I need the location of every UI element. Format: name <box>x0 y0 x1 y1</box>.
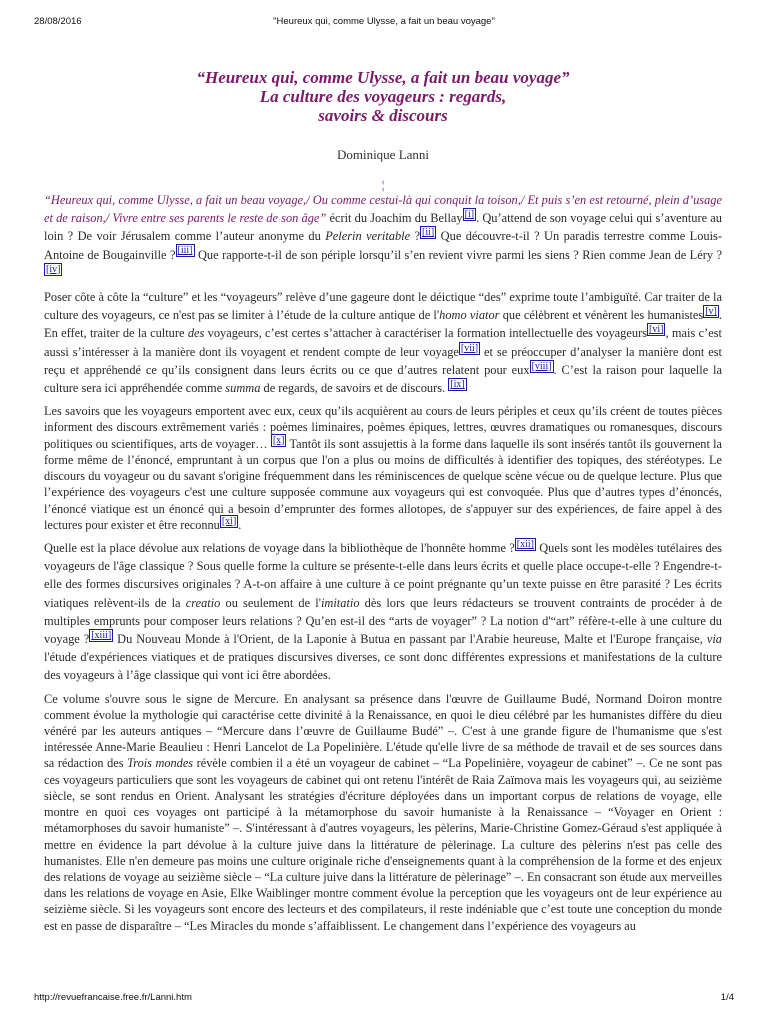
footnote-link[interactable]: [viii] <box>531 360 552 372</box>
italic-text: Pelerin veritable <box>325 229 411 244</box>
paragraph-text: Quels sont les modèles tutélaires des voyageurs de l'âge classique ? Sous quelle forme la culture se présente-t-elle dans leurs écrits et quelle place occupe-t-elle ? Engendre-t-elle des formes discursives originales ? A-t-on affaire à une culture à ce point prégnante qu’un texte puisse en être parasité ? Les écrits viatiques relèvent-ils de la <box>44 541 722 610</box>
title-line-1: “Heureux qui, comme Ulysse, a fait un beau voyage” <box>196 68 570 87</box>
section-marker: ¦ <box>381 177 385 192</box>
print-document-title: "Heureux qui, comme Ulysse, a fait un beau voyage" <box>273 16 495 27</box>
italic-text: imitatio <box>320 595 360 610</box>
paragraph-text: Ce volume s'ouvre sous le signe de Mercure. En analysant sa présence dans l'œuvre de Guillaume Budé, Normand Doiron montre comment évolue la mythologie qui caractérise cette divinité à la Renaissance, en quoi le dieu célébré par les humanistes diffère du dieu vénéré par les auteurs antiques – “Mercure dans l’œuvre de Guillaume Budé” –. C'est à une grande figure de l'humanisme que s'est intéressée Anne-Marie Beaulieu : Henri Lancelot de La Popelinière. L'étude qu'elle livre de sa méthode de travail et de ses sources dans sa rédaction des <box>44 691 722 771</box>
paragraph-text: Que découvre-t-il ? Un paradis terrestre comme Louis-Antoine de Bougainville ? <box>44 229 722 262</box>
italic-text: via <box>706 632 722 647</box>
paragraph-text: et se préoccuper d’analyser la manière dont est reçu et appréhendé ce qu’ils consignent dans leurs écrits ou ce que d’autres relatent pour eux <box>44 344 722 377</box>
print-header <box>34 16 734 30</box>
italic-text: Trois mondes <box>127 756 194 771</box>
paragraph <box>44 191 722 282</box>
paragraph-text: ou seulement de l' <box>220 595 321 610</box>
print-url: http://revuefrancaise.free.fr/Lanni.htm <box>34 992 192 1003</box>
article-title <box>44 68 722 125</box>
footnote-link[interactable]: [ii] <box>422 227 435 239</box>
footnote-link[interactable]: [iv] <box>46 263 61 275</box>
print-date: 28/08/2016 <box>34 16 82 27</box>
paragraph-text: voyageurs, c’est certes s’attacher à caractériser la formation intellectuelle des voyageurs <box>204 326 648 341</box>
footnote-link[interactable]: [x] <box>272 434 285 446</box>
paragraph <box>44 288 722 397</box>
paragraph-text: Poser côte à côte la “culture” et les “voyageurs” relève d’une gageure dont le déictique “des” exprime toute l’ambiguïté. Car traiter de la culture des voyageurs, ce n'est pas se limiter à l’étude de la culture antique de l' <box>44 290 722 323</box>
paragraph-text: de regards, de savoirs et de discours. <box>260 381 449 396</box>
footnote-link[interactable]: [xiii] <box>91 629 112 641</box>
footnote-link[interactable]: [i] <box>464 209 475 221</box>
footnote-link[interactable]: [xii] <box>516 538 534 550</box>
footnote-link[interactable]: [v] <box>705 306 717 318</box>
italic-text: summa <box>225 381 261 396</box>
italic-text: homo viator <box>439 308 500 323</box>
paragraph-text: . <box>238 517 242 532</box>
paragraph-text: Tantôt ils sont assujettis à la forme dans laquelle ils sont insérés tantôt ils gouvernent la forme même de l’énoncé, empruntant à un corpus que l'on a plus ou moins de difficultés à identifier des topiques, des stéréotypes. Le discours du voyageur ou du savant s'origine fréquemment dans les réminiscences de quelque scène vécue ou de quelque lecture. Plus que l’expérience des voyageurs c'est une culture supposée commune aux voyageurs qui est convoquée. Plus que d’autres types d’énoncés, l’énoncé viatique est un énoncé qui a besoin d’emprunter des formes allotopes, de s'appuyer sur des expériences, de faire appel à des lectures pour exister et être reconnu <box>44 436 722 532</box>
paragraph <box>44 539 722 685</box>
paragraph <box>44 403 722 533</box>
title-line-3: savoirs & discours <box>318 106 448 125</box>
print-footer <box>34 992 734 1006</box>
footnote-link[interactable]: [xi] <box>221 515 237 527</box>
print-page-number: 1/4 <box>720 992 734 1003</box>
paragraph-text: Les savoirs que les voyageurs emportent avec eux, ceux qu’ils acquièrent au cours de leurs périples et ceux qu’ils créent de toutes pièces informent des discours extrêmement variés : poèmes liminaires, poèmes épiques, lettres, œuvres dramatiques ou romanesques, discours politiques ou scientifiques, arts de voyager… <box>44 404 722 451</box>
epigraph-quote: “Heureux qui, comme Ulysse, a fait un beau voyage,/ Ou comme cestui-là qui conquit la toison,/ Et puis s’en est retourné, plein d’usage et de raison,/ Vivre entre ses parents le reste de son âge” <box>44 193 722 226</box>
footnote-link[interactable]: [vi] <box>649 324 664 336</box>
paragraph-text: . Qu’attend de son voyage celui qui s’aventure au loin ? De voir Jérusalem comme l’auteur anonyme du <box>44 211 722 244</box>
paragraph <box>44 691 722 934</box>
paragraph-text: , mais c’est aussi s’intéresser à la manière dont ils voyagent et rendent compte de leur voyage <box>44 326 722 359</box>
footnote-link[interactable]: [iii] <box>177 245 193 257</box>
paragraph-text: . C’est la raison pour laquelle la culture sera ici appréhendée comme <box>44 362 722 396</box>
article-body <box>44 191 722 934</box>
paragraph-text: l'étude d'expériences viatiques et de pratiques discursives diverses, ce sont donc différentes expressions et manifestations de la culture des voyageurs à l’âge classique qui vont ici être abordées. <box>44 650 722 683</box>
paragraph-text: que célèbrent et vénèrent les humanistes <box>499 308 704 323</box>
paragraph-text: Quelle est la place dévolue aux relations de voyage dans la bibliothèque de l'honnête homme ? <box>44 541 515 556</box>
paragraph-text: Du Nouveau Monde à l'Orient, de la Laponie à Butua en passant par l'Arabie heureuse, Malte et l'Europe française, <box>113 632 707 647</box>
title-line-2: La culture des voyageurs : regards, <box>259 87 507 106</box>
italic-text: creatio <box>185 595 221 610</box>
paragraph-text: dès lors que leurs rédacteurs se trouvent contraints de procéder à de multiples emprunts pour composer leurs relations ? Qu’en est-il des “arts de voyager” ? La notion d'“art” réfère-t-elle à une culture du voyage ? <box>44 595 723 647</box>
article <box>44 68 722 940</box>
footnote-link[interactable]: [ix] <box>450 378 465 390</box>
paragraph-text: . En effet, traiter de la culture <box>44 308 722 341</box>
paragraph-text: ? <box>410 229 421 244</box>
italic-text: des <box>187 326 205 341</box>
paragraph-text: révèle combien il a été un voyageur de cabinet – “La Popelinière, voyageur de cabinet” –. Ce ne sont pas ces voyageurs particuliers que sont les voyageurs de cabinet qui ont retenu l'intérêt de Raia Zaïmova mais les voyageurs qui, au seizième siècle, se sont rendus en Orient. Analysant les stratégies d'écriture déployées dans un important corpus de relations de voyage, elle montre en quoi ces voyages ont participé à la métamorphose du savoir humaniste à la Renaissance – “Voyager en Orient : métamorphoses du savoir humaniste” –. S'intéressant à d'autres voyageurs, les pèlerins, Marie-Christine Gomez-Géraud s'est appliquée à mettre en évidence la part dévolue à la culture juive dans la littérature de pèlerinage. La culture des pèlerins n'est pas celle des humanistes. Elle n'en demeure pas moins une culture originale riche d'enseignements quant à la compréhension de la forme et des enjeux des relations de voyage au seizième siècle – “La culture juive dans la littérature de pèlerinage” –. En consacrant son étude aux merveilles dans les relations de voyage en Asie, Elke Waiblinger montre comment évolue la perception que les voyageurs ont de leur expérience au seizième siècle. Si les voyageurs sont encore des lecteurs et des compilateurs, il reste indéniable que c’est toute une conception du monde est en passe de disparaître – “Les Miracles du monde s’affaiblissent. Le changement dans l’expérience des voyageurs au <box>44 756 722 933</box>
footnote-link[interactable]: [vii] <box>460 342 479 354</box>
paragraph-text: écrit du Joachim du Bellay <box>326 211 463 226</box>
paragraph-text: Que rapporte-t-il de son périple lorsqu’il s’en revient vivre parmi les siens ? Rien comme Jean de Léry ? <box>194 247 723 262</box>
author-name: Dominique Lanni <box>336 147 430 162</box>
